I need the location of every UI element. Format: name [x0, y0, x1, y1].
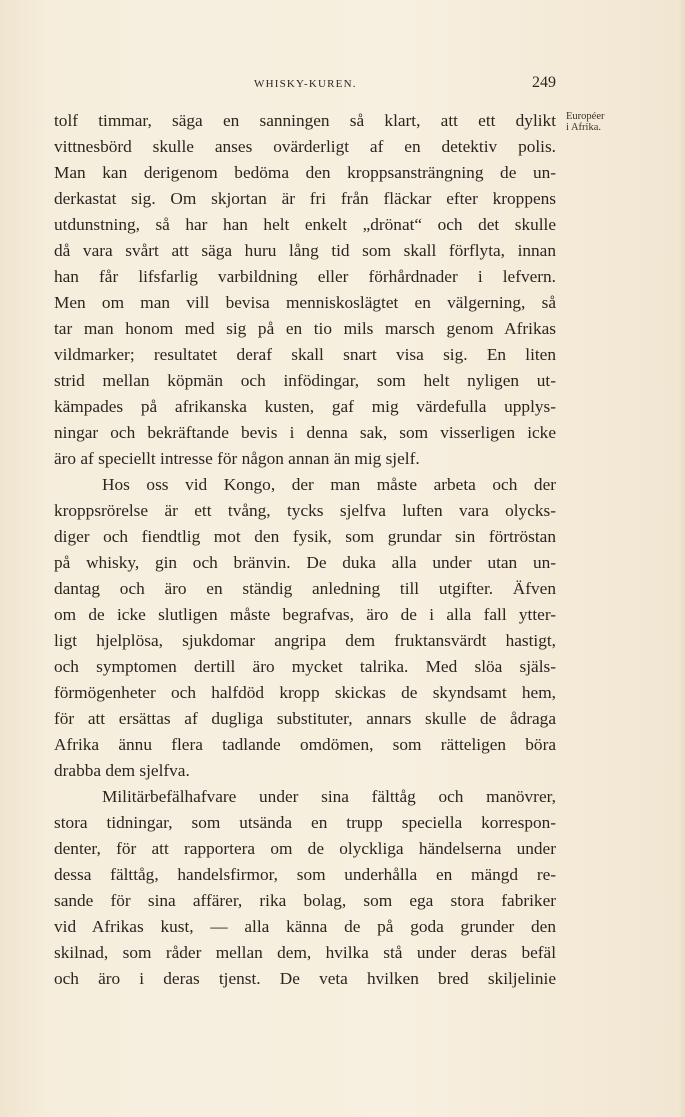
text-line: skilnad, som råder mellan dem, hvilka stå under deras befäl [54, 943, 556, 962]
text-line: ligt hjelplösa, sjukdomar angripa dem fruktansvärdt hastigt, [54, 631, 556, 650]
page-number: 249 [532, 74, 556, 91]
text-line: vid Afrikas kust, — alla känna de på goda grunder den [54, 917, 556, 936]
text-line: för att ersättas af dugliga substituter, annars skulle de ådraga [54, 709, 556, 728]
text-line: och äro i deras tjenst. De veta hvilken bred skiljelinie [54, 969, 556, 988]
text-line: dessa fälttåg, handelsfirmor, som underhålla en mängd re- [54, 865, 556, 884]
text-line: äro af speciellt intresse för någon annan än mig sjelf. [54, 449, 420, 468]
text-line: Militärbefälhafvare under sina fälttåg och manövrer, [102, 787, 556, 806]
text-line: om de icke slutligen måste begrafvas, äro de i alla fall ytter- [54, 605, 556, 624]
margin-note-line: Européer [566, 111, 605, 122]
text-line: denter, för att rapportera om de olyckliga händelserna under [54, 839, 556, 858]
text-line: tar man honom med sig på en tio mils marsch genom Afrikas [54, 319, 556, 338]
text-line: diger och fiendtlig mot den fysik, som grundar sin förtröstan [54, 527, 556, 546]
text-line: kroppsrörelse är ett tvång, tycks sjelfva luften vara olycks- [54, 501, 556, 520]
text-line: stora tidningar, som utsända en trupp speciella korrespon- [54, 813, 556, 832]
text-line: Man kan derigenom bedöma den kroppsansträngning de un- [54, 163, 556, 182]
text-line: och symptomen dertill äro mycket talrika. Med slöa själs- [54, 657, 556, 676]
text-line: då vara svårt att säga huru lång tid som skall förflyta, innan [54, 241, 556, 260]
text-line: drabba dem sjelfva. [54, 761, 190, 780]
text-line: vildmarker; resultatet deraf skall snart visa sig. En liten [54, 345, 556, 364]
text-line: han får lifsfarlig varbildning eller förhårdnader i lefvern. [54, 267, 556, 286]
text-line: på whisky, gin och bränvin. De duka alla under utan un- [54, 553, 556, 572]
running-title: WHISKY-KUREN. [254, 78, 357, 90]
text-line: tolf timmar, säga en sanningen så klart, att ett dylikt [54, 111, 556, 130]
text-line: strid mellan köpmän och infödingar, som helt nyligen ut- [54, 371, 556, 390]
text-line: vittnesbörd skulle anses ovärderligt af en detektiv polis. [54, 137, 556, 156]
margin-note-line: i Afrika. [566, 122, 601, 133]
text-line: utdunstning, så har han helt enkelt „drönat“ och det skulle [54, 215, 556, 234]
text-line: Hos oss vid Kongo, der man måste arbeta och der [102, 475, 556, 494]
text-line: Men om man vill bevisa menniskoslägtet en välgerning, så [54, 293, 556, 312]
text-line: förmögenheter och halfdöd kropp skickas de skyndsamt hem, [54, 683, 556, 702]
page-edge [679, 0, 685, 1117]
page-header [54, 74, 556, 98]
text-line: ningar och bekräftande bevis i denna sak, som visserligen icke [54, 423, 556, 442]
body-text [54, 108, 556, 992]
text-line: sande för sina affärer, rika bolag, som ega stora fabriker [54, 891, 556, 910]
text-line: dantag och äro en ständig anledning till utgifter. Äfven [54, 579, 556, 598]
text-line: Afrika ännu flera tadlande omdömen, som rätteligen böra [54, 735, 556, 754]
text-line: derkastat sig. Om skjortan är fri från fläckar efter kroppens [54, 189, 556, 208]
margin-note [566, 111, 626, 133]
text-line: kämpades på afrikanska kusten, gaf mig värdefulla upplys- [54, 397, 556, 416]
